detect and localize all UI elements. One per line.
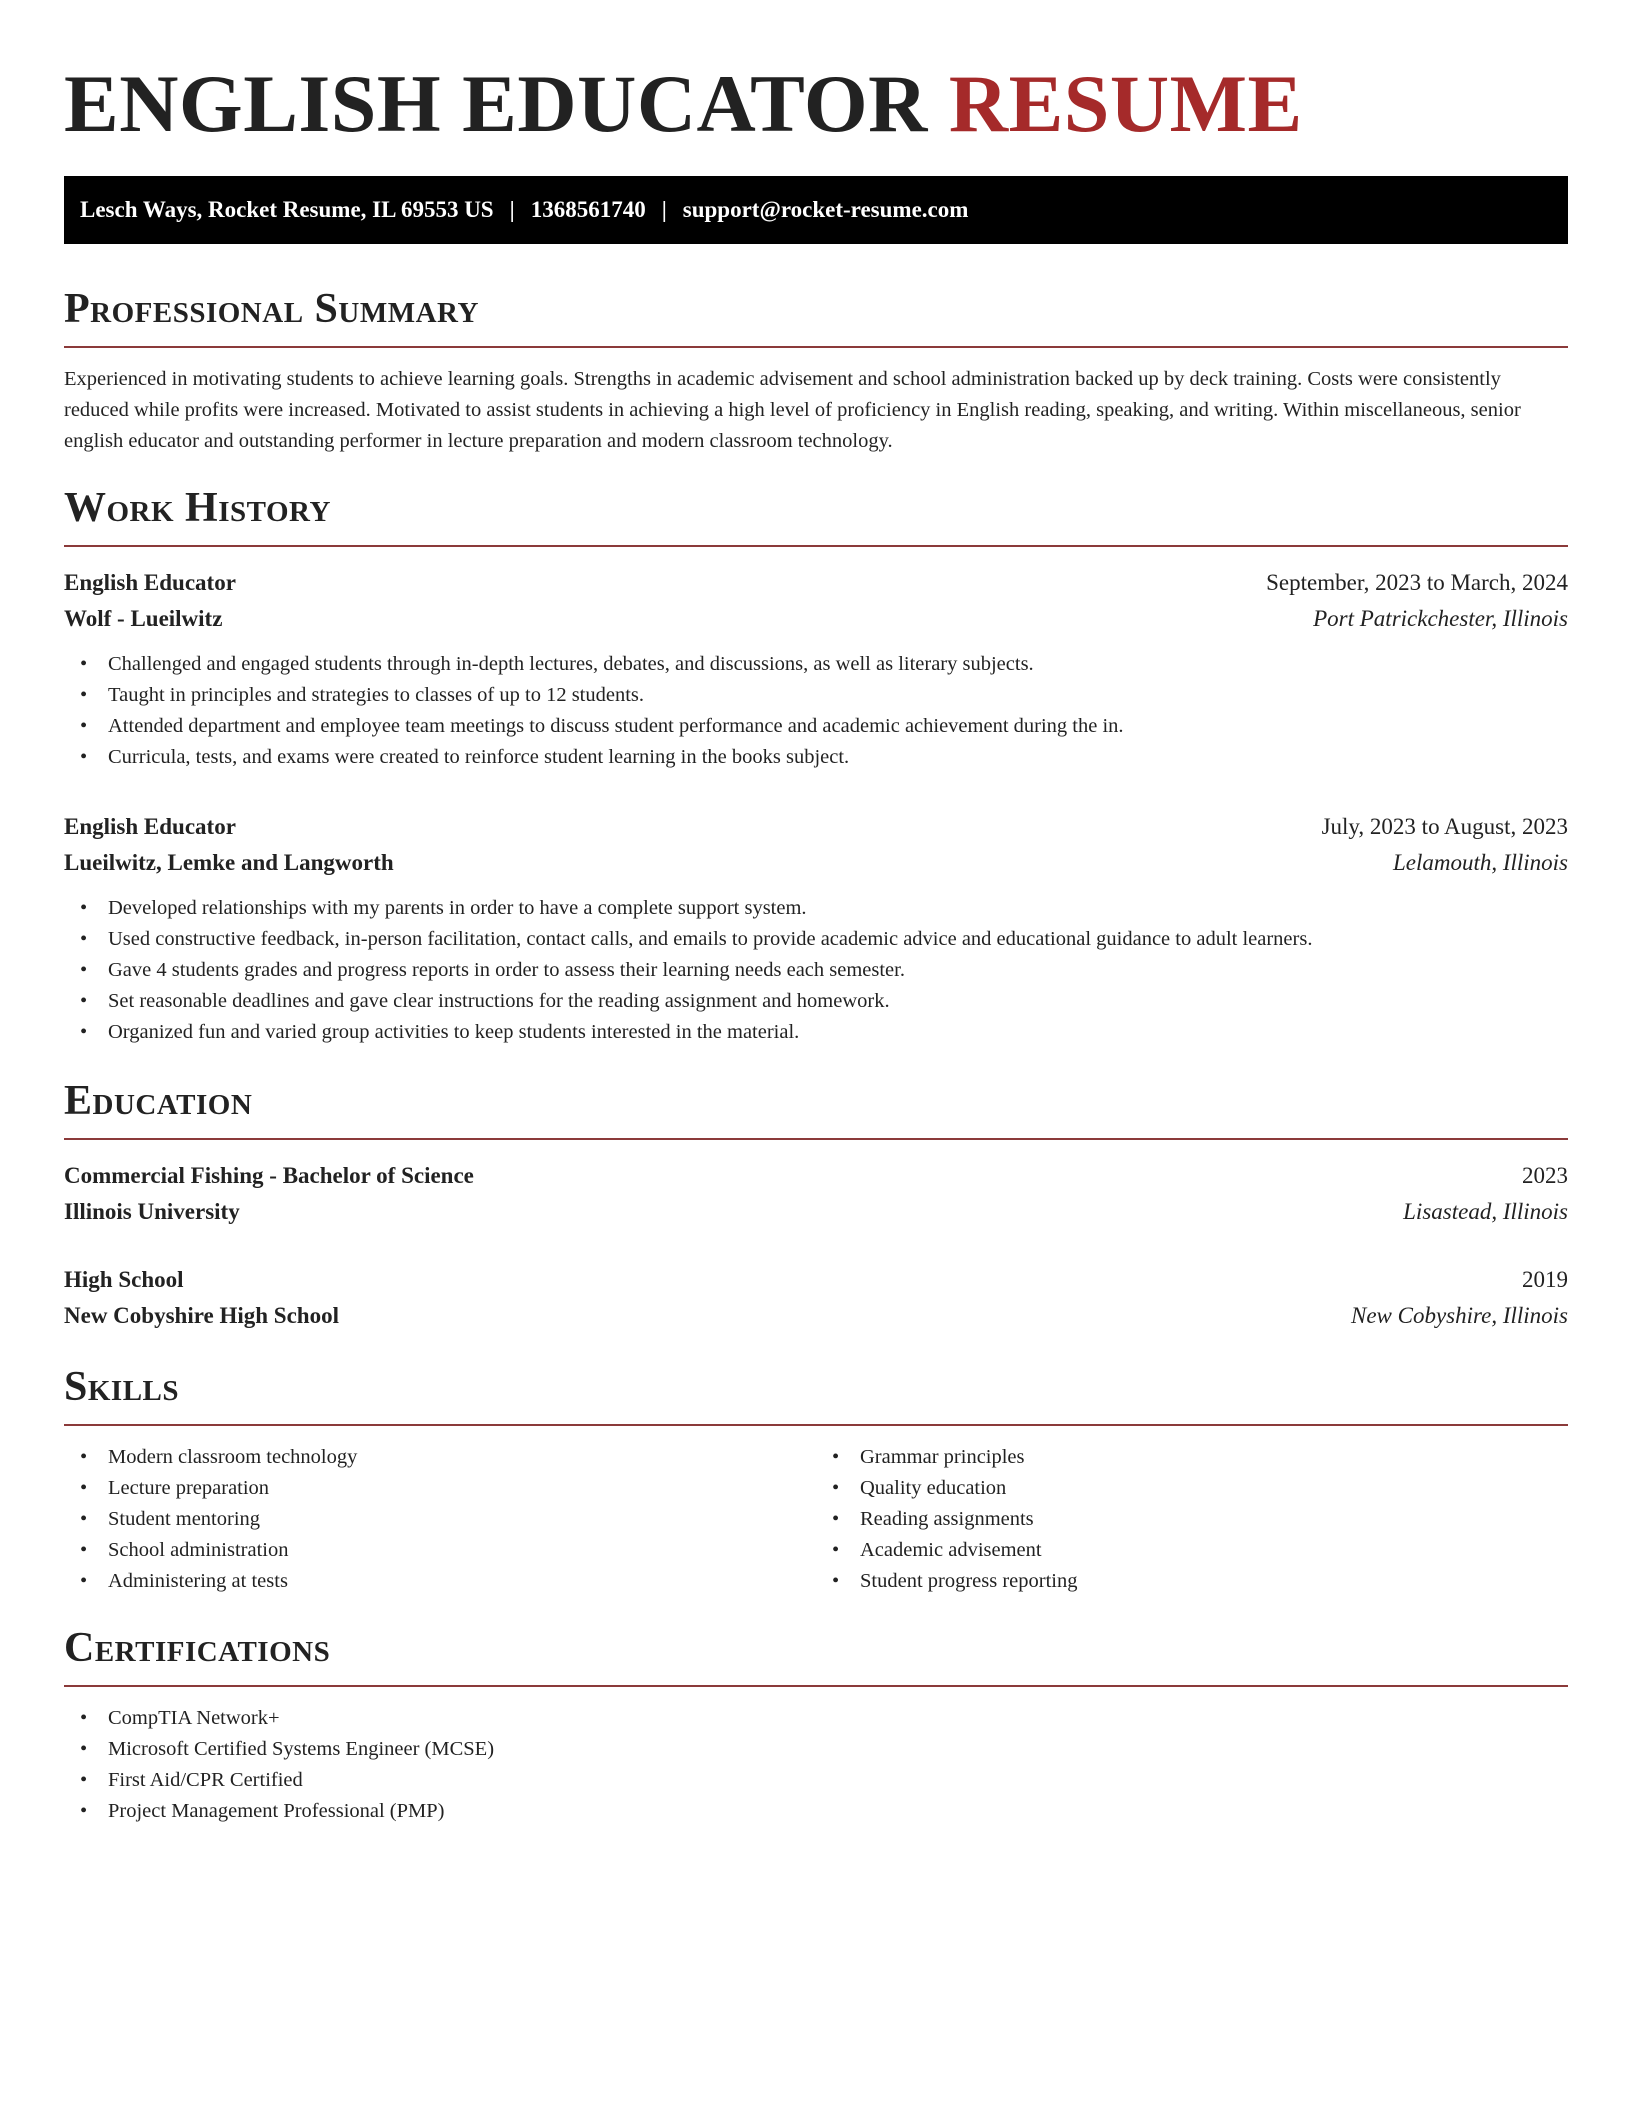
job-location: Lelamouth, Illinois: [1392, 850, 1568, 875]
contact-separator: |: [661, 197, 667, 222]
section-heading-education: Education: [64, 1076, 1568, 1140]
education-degree-row: [64, 1158, 1568, 1194]
job-bullet: • Used constructive feedback, in-person facilitation, contact calls, and emails to provide academic advice and educational guidance to adult learners.: [64, 924, 1568, 955]
job-dates: July, 2023 to August, 2023: [1321, 814, 1568, 839]
job-dates: September, 2023 to March, 2024: [1266, 570, 1568, 595]
job-entry: [64, 565, 1568, 773]
contact-bar: [64, 176, 1568, 244]
job-location: Port Patrickchester, Illinois: [1313, 606, 1568, 631]
education-entry: [64, 1262, 1568, 1334]
contact-address: Lesch Ways, Rocket Resume, IL 69553 US: [80, 197, 494, 222]
section-heading-summary: Professional Summary: [64, 284, 1568, 348]
skill-item: • Quality education: [816, 1473, 1568, 1504]
job-bullet: • Set reasonable deadlines and gave clear instructions for the reading assignment and homework.: [64, 986, 1568, 1017]
job-title-row: [64, 809, 1568, 845]
skill-item: • Lecture preparation: [64, 1473, 816, 1504]
education-location: Lisastead, Illinois: [1403, 1199, 1568, 1224]
title-resume-word: RESUME: [948, 58, 1303, 149]
job-title: English Educator: [64, 570, 236, 595]
education-year: 2023: [1522, 1163, 1568, 1188]
job-company: Lueilwitz, Lemke and Langworth: [64, 850, 394, 875]
education-year: 2019: [1522, 1267, 1568, 1292]
job-company-row: [64, 601, 1568, 637]
job-company: Wolf - Lueilwitz: [64, 606, 223, 631]
job-bullet-list: [64, 893, 1568, 1048]
certifications-list: [64, 1703, 1568, 1827]
education-school: Illinois University: [64, 1199, 240, 1224]
section-heading-certifications: Certifications: [64, 1623, 1568, 1687]
education-degree-row: [64, 1262, 1568, 1298]
skills-grid: [64, 1442, 1568, 1597]
skill-item: • Academic advisement: [816, 1535, 1568, 1566]
contact-phone: 1368561740: [530, 197, 646, 222]
skills-list-right: [816, 1442, 1568, 1597]
contact-separator: |: [509, 197, 515, 222]
certification-item: • CompTIA Network+: [64, 1703, 1568, 1734]
resume-title: [64, 0, 1568, 152]
job-bullet: • Gave 4 students grades and progress reports in order to assess their learning needs each semester.: [64, 955, 1568, 986]
skill-item: • Student mentoring: [64, 1504, 816, 1535]
job-bullet: • Curricula, tests, and exams were created to reinforce student learning in the books subject.: [64, 742, 1568, 773]
education-school-row: [64, 1298, 1568, 1334]
education-school: New Cobyshire High School: [64, 1303, 339, 1328]
section-heading-work-history: Work History: [64, 483, 1568, 547]
education-school-row: [64, 1194, 1568, 1230]
job-bullet: • Attended department and employee team meetings to discuss student performance and academic achievement during the in.: [64, 711, 1568, 742]
job-bullet: • Taught in principles and strategies to classes of up to 12 students.: [64, 680, 1568, 711]
education-location: New Cobyshire, Illinois: [1350, 1303, 1568, 1328]
job-title-row: [64, 565, 1568, 601]
job-bullet: • Organized fun and varied group activities to keep students interested in the material.: [64, 1017, 1568, 1048]
certification-item: • Microsoft Certified Systems Engineer (MCSE): [64, 1734, 1568, 1765]
job-company-row: [64, 845, 1568, 881]
education-entry: [64, 1158, 1568, 1230]
skill-item: • Reading assignments: [816, 1504, 1568, 1535]
skill-item: • Administering at tests: [64, 1566, 816, 1597]
certification-item: • First Aid/CPR Certified: [64, 1765, 1568, 1796]
summary-text: Experienced in motivating students to achieve learning goals. Strengths in academic advisement and school administration backed up by deck training. Costs were consistently reduced while profits were increased. Motivated to assist students in achieving a high level of proficiency in English reading, speaking, and writing. Within miscellaneous, senior english educator and outstanding performer in lecture preparation and modern classroom technology.: [64, 368, 1521, 452]
skills-list-left: [64, 1442, 816, 1597]
job-title: English Educator: [64, 814, 236, 839]
section-heading-skills: Skills: [64, 1362, 1568, 1426]
skill-item: • Grammar principles: [816, 1442, 1568, 1473]
education-degree: High School: [64, 1267, 184, 1292]
education-degree: Commercial Fishing - Bachelor of Science: [64, 1163, 474, 1188]
job-bullet: • Developed relationships with my parents in order to have a complete support system.: [64, 893, 1568, 924]
job-entry: [64, 809, 1568, 1048]
contact-email: support@rocket-resume.com: [682, 197, 969, 222]
title-role: ENGLISH EDUCATOR: [64, 58, 928, 149]
job-bullet: • Challenged and engaged students through in-depth lectures, debates, and discussions, as well as literary subjects.: [64, 649, 1568, 680]
job-bullet-list: [64, 649, 1568, 773]
certification-item: • Project Management Professional (PMP): [64, 1796, 1568, 1827]
skill-item: • School administration: [64, 1535, 816, 1566]
skill-item: • Modern classroom technology: [64, 1442, 816, 1473]
skill-item: • Student progress reporting: [816, 1566, 1568, 1597]
